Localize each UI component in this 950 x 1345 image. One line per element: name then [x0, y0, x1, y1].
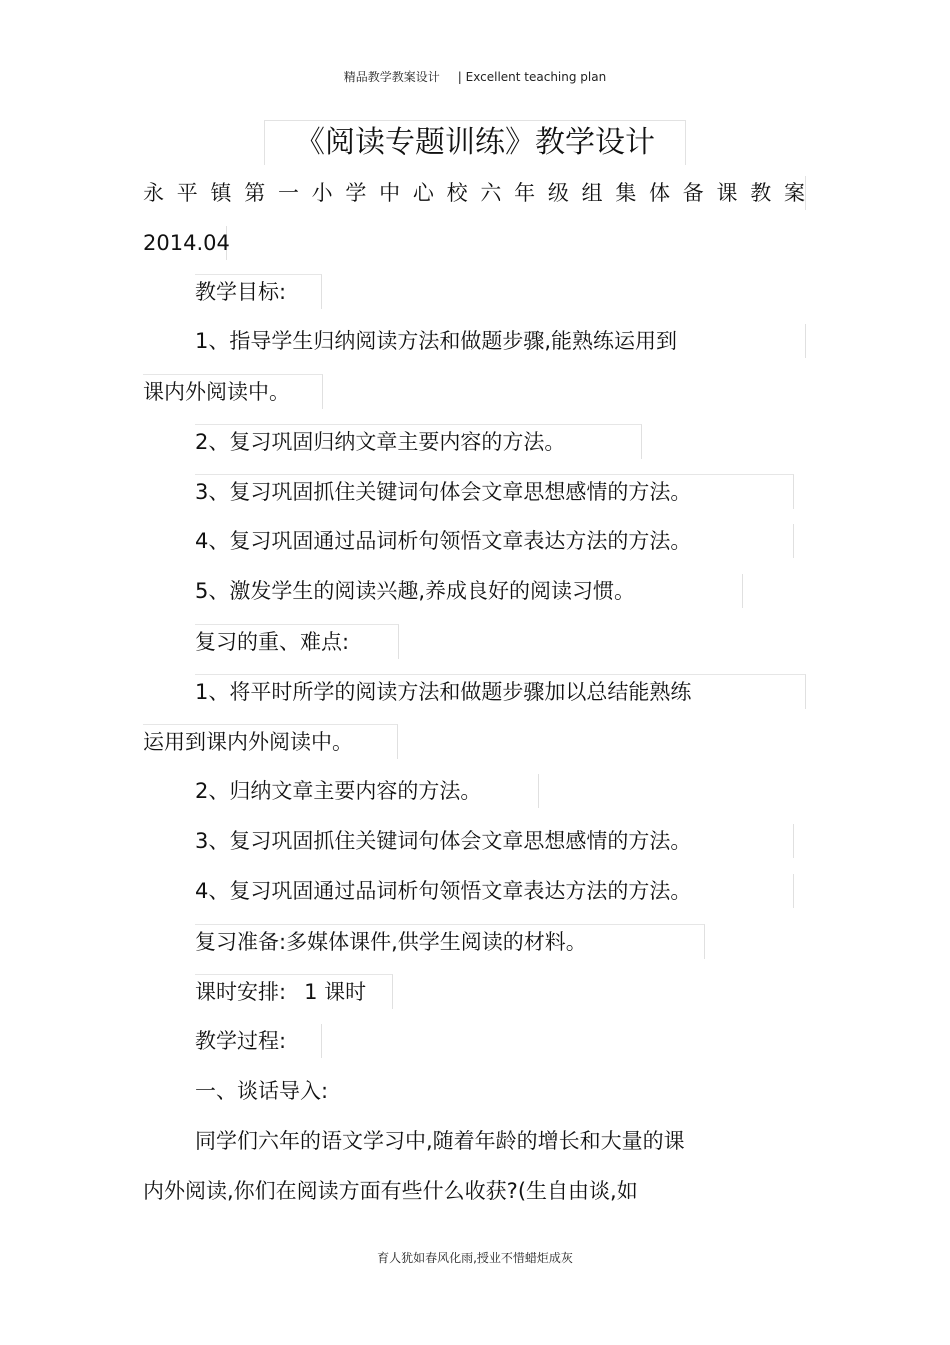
document-title: 《阅读专题训练》教学设计 — [264, 120, 686, 165]
objective-item-2: 2、复习巩固归纳文章主要内容的方法。 — [195, 424, 642, 459]
intro-paragraph-line-2: 内外阅读,你们在阅读方面有些什么收获?(生自由谈,如 — [143, 1179, 638, 1203]
key-point-item-2: 2、归纳文章主要内容的方法。 — [195, 774, 539, 808]
objective-item-5: 5、激发学生的阅读兴趣,养成良好的阅读习惯。 — [195, 574, 743, 608]
document-subtitle: 永平镇第一小学中心校六年级组集体备课教案 — [143, 176, 806, 210]
objectives-heading: 教学目标: — [195, 274, 322, 309]
page-footer: 育人犹如春风化雨,授业不惜蜡炬成灰 — [377, 1251, 573, 1265]
objective-item-4: 4、复习巩固通过品词析句领悟文章表达方法的方法。 — [195, 524, 794, 558]
key-point-item-3: 3、复习巩固抓住关键词句体会文章思想感情的方法。 — [195, 824, 794, 858]
objective-item-3: 3、复习巩固抓住关键词句体会文章思想感情的方法。 — [195, 474, 794, 509]
key-point-item-4: 4、复习巩固通过品词析句领悟文章表达方法的方法。 — [195, 874, 794, 908]
preparation-text: 复习准备:多媒体课件,供学生阅读的材料。 — [195, 924, 705, 959]
key-points-heading: 复习的重、难点: — [195, 624, 399, 659]
key-point-item-1-line-2: 运用到课内外阅读中。 — [143, 724, 398, 759]
objective-item-1-line-1: 1、指导学生归纳阅读方法和做题步骤,能熟练运用到 — [195, 324, 806, 358]
process-heading: 教学过程: — [195, 1024, 322, 1058]
schedule-value: 1 课时 — [304, 980, 367, 1004]
document-date: 2014.04 — [143, 226, 227, 260]
section-1-heading: 一、谈话导入: — [195, 1079, 329, 1103]
intro-paragraph-line-1: 同学们六年的语文学习中,随着年龄的增长和大量的课 — [195, 1129, 685, 1153]
header-right-text: | Excellent teaching plan — [457, 70, 607, 84]
key-point-item-1-line-1: 1、将平时所学的阅读方法和做题步骤加以总结能熟练 — [195, 674, 806, 709]
schedule-label: 课时安排: — [195, 980, 287, 1004]
schedule-line — [195, 974, 393, 1009]
objective-item-1-line-2: 课内外阅读中。 — [143, 374, 323, 409]
page-header — [0, 68, 950, 85]
header-left-text: 精品教学教案设计 — [343, 70, 440, 84]
